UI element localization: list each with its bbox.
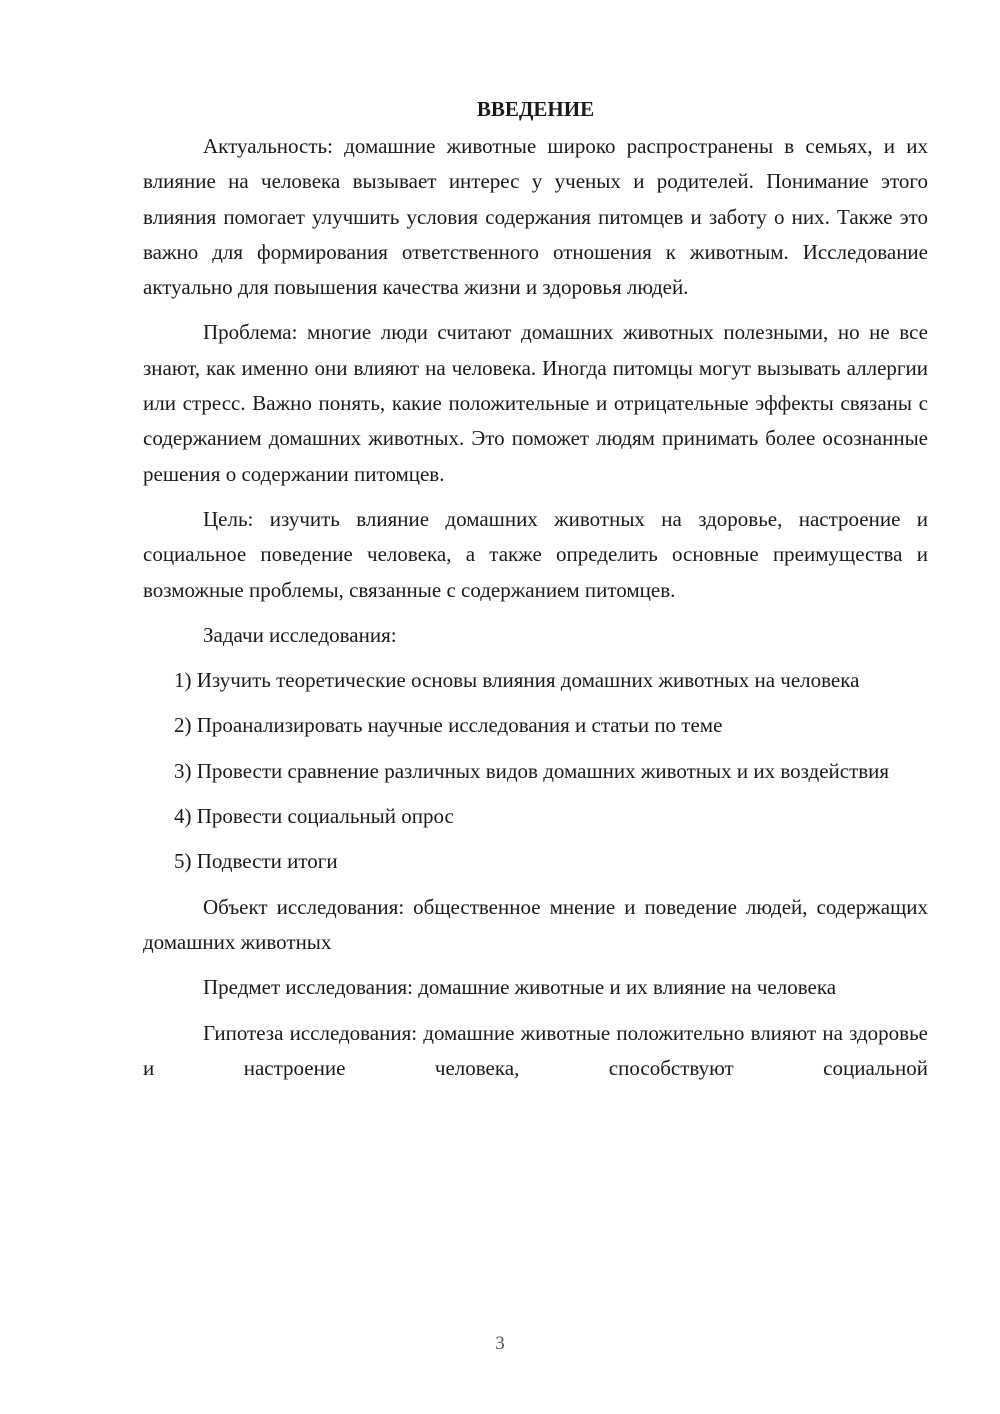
paragraph-relevance: Актуальность: домашние животные широко распространены в семьях, и их влияние на человека вызывает интерес у ученых и родителей. Понимание этого влияния помогает улучшить условия содержания питомцев и заботу о них. Также это важно для формирования ответственного отношения к животным. Исследование актуально для повышения качества жизни и здоровья людей.	[143, 134, 928, 300]
section-heading: ВВЕДЕНИЕ	[476, 97, 595, 121]
paragraph-hypothesis: Гипотеза исследования: домашние животные положительно влияют на здоровье и настроение человека, способствуют социальной	[143, 1020, 928, 1080]
page-number: 3	[495, 1333, 505, 1354]
paragraph-goal: Цель: изучить влияние домашних животных на здоровье, настроение и социальное поведение человека, а также определить основные преимущества и возможные проблемы, связанные с содержанием питомцев.	[143, 506, 928, 602]
paragraph-subject: Предмет исследования: домашние животные и их влияние на человека	[203, 975, 837, 1000]
task-item-2: 2) Проанализировать научные исследования и статьи по теме	[174, 713, 723, 738]
document-page	[143, 92, 928, 1096]
paragraph-object: Объект исследования: общественное мнение и поведение людей, содержащих домашних животных	[143, 894, 928, 954]
paragraph-tasks-title: Задачи исследования:	[203, 622, 397, 647]
task-item-1: 1) Изучить теоретические основы влияния домашних животных на человека	[174, 668, 860, 693]
task-item-3: 3) Провести сравнение различных видов домашних животных и их воздействия	[174, 758, 890, 783]
paragraph-problem: Проблема: многие люди считают домашних животных полезными, но не все знают, как именно они влияют на человека. Иногда питомцы могут вызывать аллергии или стресс. Важно понять, какие положительные и отрицательные эффекты связаны с содержанием домашних животных. Это поможет людям принимать более осознанные решения о содержании питомцев.	[143, 320, 928, 486]
task-item-4: 4) Провести социальный опрос	[174, 804, 454, 829]
task-item-5: 5) Подвести итоги	[174, 849, 338, 874]
